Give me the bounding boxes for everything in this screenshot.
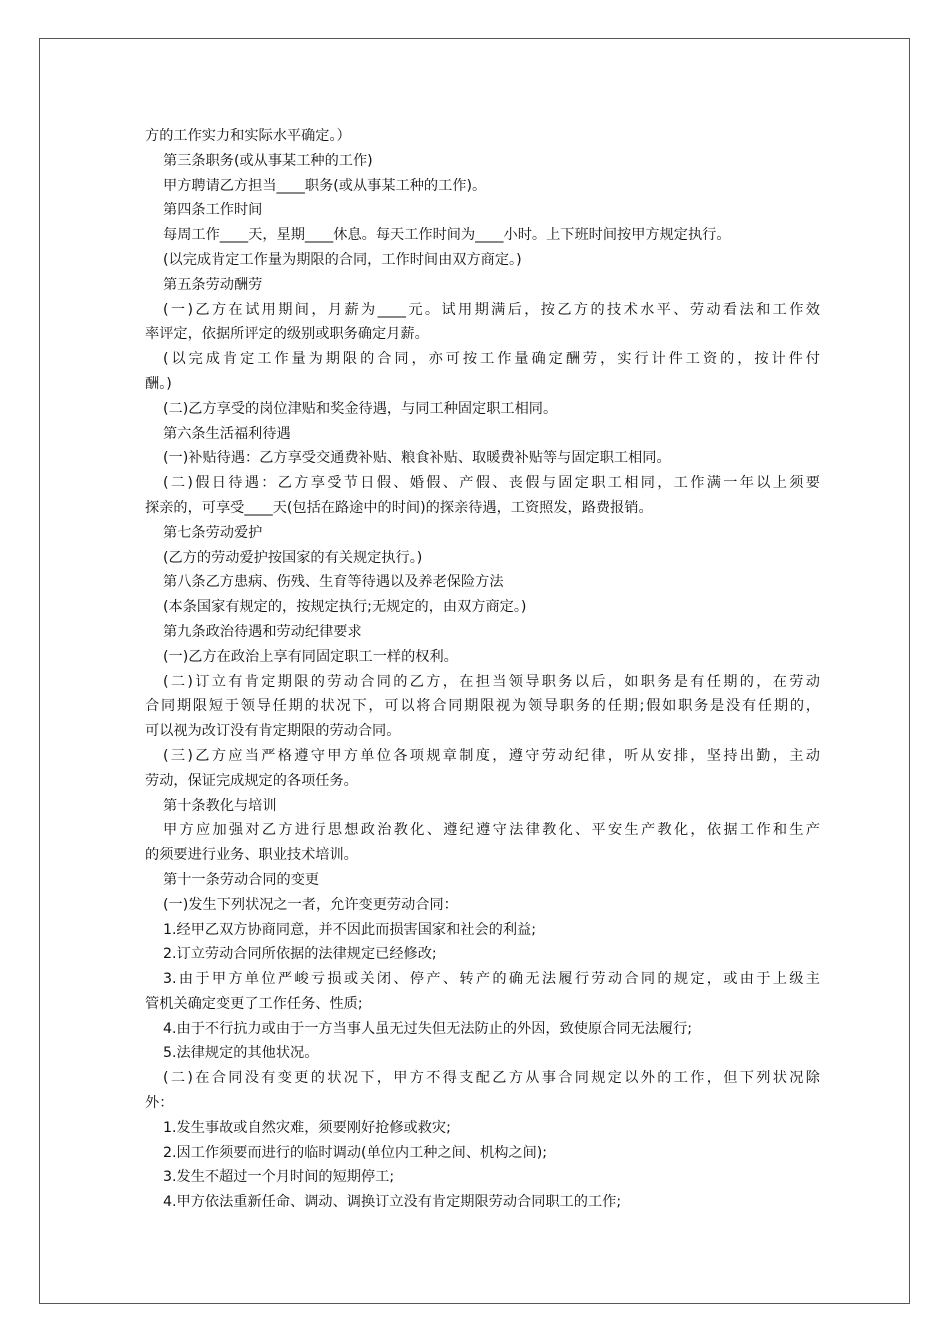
paragraph-line: 第十条教化与培训 <box>163 797 277 814</box>
paragraph-line: 4.甲方依法重新任命、调动、调换订立没有肯定期限劳动合同职工的工作; <box>163 1194 622 1211</box>
paragraph-line: 1.发生事故或自然灾难，须要刚好抢修或救灾; <box>163 1119 451 1136</box>
paragraph-line: 1.经甲乙双方协商同意，并不因此而损害国家和社会的利益; <box>163 921 537 938</box>
paragraph-line: 甲方聘请乙方担当____职务(或从事某工种的工作)。 <box>163 177 487 194</box>
paragraph-line: 第三条职务(或从事某工种的工作) <box>163 152 373 169</box>
paragraph-line: (三)乙方应当严格遵守甲方单位各项规章制度，遵守劳动纪律，听从安排，坚持出勤，主动 <box>163 747 820 764</box>
paragraph-line: (以完成肯定工作量为期限的合同，工作时间由双方商定。) <box>163 251 522 268</box>
paragraph-line: 可以视为改订没有肯定期限的劳动合同。 <box>145 723 401 740</box>
paragraph-line: 2.订立劳动合同所依据的法律规定已经修改; <box>163 946 437 963</box>
paragraph-line: 第七条劳动爱护 <box>163 524 263 541</box>
paragraph-line: 3.发生不超过一个月时间的短期停工; <box>163 1169 395 1186</box>
paragraph-line: 3.由于甲方单位严峻亏损或关闭、停产、转产的确无法履行劳动合同的规定，或由于上级主 <box>163 971 820 988</box>
paragraph-line: (本条国家有规定的，按规定执行;无规定的，由双方商定。) <box>163 599 527 616</box>
paragraph-line: (一)乙方在试用期间，月薪为____元。试用期满后，按乙方的技术水平、劳动看法和工作效 <box>163 301 820 318</box>
document-body <box>145 124 820 1215</box>
paragraph-line: 酬。) <box>145 375 172 392</box>
paragraph-line: (乙方的劳动爱护按国家的有关规定执行。) <box>163 549 423 566</box>
paragraph-line: 4.由于不行抗力或由于一方当事人虽无过失但无法防止的外因，致使原合同无法履行; <box>163 1020 693 1037</box>
paragraph-line: 甲方应加强对乙方进行思想政治教化、遵纪遵守法律教化、平安生产教化，依据工作和生产 <box>163 822 820 839</box>
paragraph-line: (一)补贴待遇：乙方享受交通费补贴、粮食补贴、取暖费补贴等与固定职工相同。 <box>163 450 671 467</box>
paragraph-line: (二)在合同没有变更的状况下，甲方不得支配乙方从事合同规定以外的工作，但下列状况除 <box>163 1070 820 1087</box>
paragraph-line: 第十一条劳动合同的变更 <box>163 871 320 888</box>
paragraph-line: (一)发生下列状况之一者，允许变更劳动合同： <box>163 896 458 913</box>
paragraph-line: (二)假日待遇：乙方享受节日假、婚假、产假、丧假与固定职工相同，工作满一年以上须要 <box>163 475 820 492</box>
paragraph-line: 5.法律规定的其他状况。 <box>163 1045 319 1062</box>
paragraph-line: 每周工作____天，星期____休息。每天工作时间为____小时。上下班时间按甲方规定执行。 <box>163 227 731 244</box>
paragraph-line: 第六条生活福利待遇 <box>163 425 291 442</box>
paragraph-line: 探亲的，可享受____天(包括在路途中的时间)的探亲待遇，工资照发，路费报销。 <box>145 499 653 516</box>
paragraph-line: 管机关确定变更了工作任务、性质; <box>145 995 363 1012</box>
paragraph-line: 合同期限短于领导任期的状况下，可以将合同期限视为领导职务的任期;假如职务是没有任期的， <box>145 698 820 715</box>
paragraph-line: (一)乙方在政治上享有同固定职工一样的权利。 <box>163 648 458 665</box>
paragraph-line: 外： <box>145 1095 174 1112</box>
paragraph-line: 第四条工作时间 <box>163 202 263 219</box>
paragraph-line: 第五条劳动酬劳 <box>163 276 263 293</box>
paragraph-line: 方的工作实力和实际水平确定。） <box>145 128 351 144</box>
paragraph-line: 第九条政治待遇和劳动纪律要求 <box>163 623 362 640</box>
paragraph-line: (二)乙方享受的岗位津贴和奖金待遇，与同工种固定职工相同。 <box>163 400 558 417</box>
paragraph-line: 劳动，保证完成规定的各项任务。 <box>145 772 358 789</box>
paragraph-line: 2.因工作须要而进行的临时调动(单位内工种之间、机构之间); <box>163 1144 548 1161</box>
paragraph-line: 率评定，依据所评定的级别或职务确定月薪。 <box>145 326 429 343</box>
paragraph-line: 的须要进行业务、职业技术培训。 <box>145 847 358 864</box>
paragraph-line: 第八条乙方患病、伤残、生育等待遇以及养老保险方法 <box>163 574 504 591</box>
paragraph-line: (二)订立有肯定期限的劳动合同的乙方，在担当领导职务以后，如职务是有任期的，在劳动 <box>163 673 820 690</box>
paragraph-line: (以完成肯定工作量为期限的合同，亦可按工作量确定酬劳，实行计件工资的，按计件付 <box>163 351 820 368</box>
